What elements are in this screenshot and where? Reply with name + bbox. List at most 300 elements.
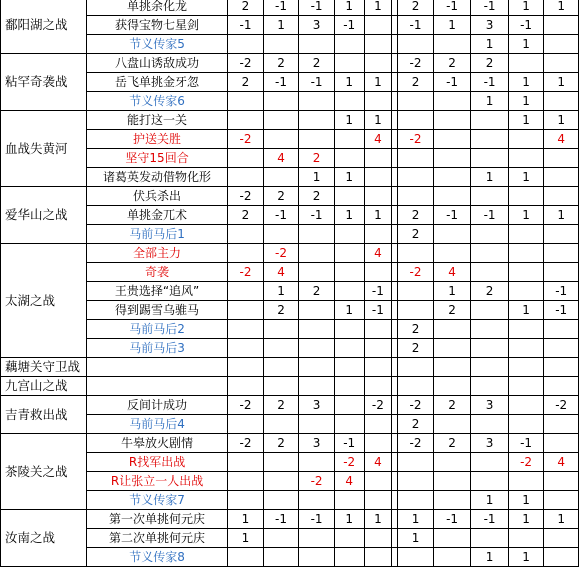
value-cell: 1 [433, 16, 471, 35]
value-cell [471, 472, 509, 491]
value-cell: 1 [544, 111, 579, 130]
value-cell [433, 548, 471, 567]
battle-name-cell: 太湖之战 [1, 244, 87, 358]
table-row [1, 548, 579, 567]
value-cell [508, 396, 544, 415]
value-cell [508, 187, 544, 206]
value-cell [544, 472, 579, 491]
table-row [1, 35, 579, 54]
value-cell [334, 415, 364, 434]
value-cell [299, 491, 335, 510]
value-cell: 1 [508, 111, 544, 130]
value-cell [508, 377, 544, 396]
event-cell [86, 358, 227, 377]
value-cell [508, 472, 544, 491]
value-cell [398, 548, 434, 567]
value-cell: 2 [398, 225, 434, 244]
value-cell: 1 [398, 529, 434, 548]
table-row [1, 73, 579, 92]
value-cell: 2 [228, 206, 264, 225]
value-cell [398, 301, 434, 320]
value-cell [433, 529, 471, 548]
table-row [1, 263, 579, 282]
value-cell: -2 [228, 396, 264, 415]
event-cell: 节义传家7 [86, 491, 227, 510]
value-cell: 1 [334, 510, 364, 529]
value-cell [263, 415, 299, 434]
value-cell [228, 339, 264, 358]
value-cell: 1 [228, 529, 264, 548]
value-cell [334, 130, 364, 149]
value-cell [228, 92, 264, 111]
value-cell [334, 358, 364, 377]
value-cell: 2 [263, 396, 299, 415]
value-cell: -1 [334, 16, 364, 35]
table-row [1, 510, 579, 529]
table-body [1, 0, 579, 567]
value-cell [263, 491, 299, 510]
value-cell [263, 35, 299, 54]
value-cell: 4 [263, 263, 299, 282]
event-cell: 单挑金兀术 [86, 206, 227, 225]
value-cell: 2 [433, 396, 471, 415]
value-cell [263, 358, 299, 377]
value-cell [433, 472, 471, 491]
event-cell: 马前马后4 [86, 415, 227, 434]
value-cell: 4 [544, 130, 579, 149]
value-cell [334, 339, 364, 358]
event-cell: 马前马后2 [86, 320, 227, 339]
value-cell: -1 [263, 73, 299, 92]
value-cell [334, 54, 364, 73]
event-cell: R找军出战 [86, 453, 227, 472]
value-cell: 2 [471, 54, 509, 73]
value-cell [398, 491, 434, 510]
value-cell [364, 491, 392, 510]
value-cell: 1 [299, 168, 335, 187]
value-cell: -2 [398, 396, 434, 415]
value-cell: -1 [433, 73, 471, 92]
value-cell: 2 [299, 149, 335, 168]
value-cell: -1 [364, 301, 392, 320]
value-cell [398, 472, 434, 491]
value-cell [299, 244, 335, 263]
value-cell: 4 [364, 244, 392, 263]
value-cell [228, 35, 264, 54]
battle-name-cell: 汝南之战 [1, 510, 87, 567]
table-row [1, 301, 579, 320]
value-cell: 1 [544, 510, 579, 529]
value-cell [508, 339, 544, 358]
value-cell [398, 92, 434, 111]
value-cell: 1 [471, 548, 509, 567]
value-cell: 1 [471, 168, 509, 187]
value-cell [263, 453, 299, 472]
value-cell: 1 [364, 206, 392, 225]
value-cell: 1 [334, 301, 364, 320]
value-cell [364, 54, 392, 73]
value-cell [433, 320, 471, 339]
value-cell [433, 187, 471, 206]
value-cell: 1 [228, 510, 264, 529]
value-cell [398, 111, 434, 130]
value-cell [364, 187, 392, 206]
value-cell: 2 [398, 206, 434, 225]
value-cell [508, 54, 544, 73]
table-row [1, 320, 579, 339]
event-cell: 马前马后1 [86, 225, 227, 244]
battle-name-cell: 茶陵关之战 [1, 434, 87, 510]
value-cell: 2 [471, 282, 509, 301]
value-cell [471, 263, 509, 282]
value-cell [508, 282, 544, 301]
value-cell: -1 [299, 0, 335, 16]
value-cell: -2 [398, 434, 434, 453]
value-cell [263, 225, 299, 244]
value-cell: 2 [398, 339, 434, 358]
value-cell [263, 130, 299, 149]
value-cell: 2 [263, 187, 299, 206]
value-cell [334, 491, 364, 510]
value-cell [364, 472, 392, 491]
value-cell: -1 [228, 16, 264, 35]
value-cell [544, 548, 579, 567]
value-cell [508, 225, 544, 244]
value-cell: -1 [471, 206, 509, 225]
value-cell [398, 244, 434, 263]
value-cell: 3 [299, 16, 335, 35]
value-cell: 1 [364, 510, 392, 529]
value-cell [364, 529, 392, 548]
value-cell: -1 [263, 510, 299, 529]
value-cell [228, 282, 264, 301]
value-cell: -1 [544, 282, 579, 301]
value-cell [228, 320, 264, 339]
value-cell [299, 453, 335, 472]
value-cell: -2 [398, 130, 434, 149]
value-cell: 2 [263, 54, 299, 73]
value-cell [299, 35, 335, 54]
value-cell [544, 377, 579, 396]
event-cell: 第二次单挑何元庆 [86, 529, 227, 548]
value-cell [471, 301, 509, 320]
value-cell [433, 130, 471, 149]
value-cell [364, 434, 392, 453]
value-cell: -1 [508, 434, 544, 453]
table-row [1, 282, 579, 301]
value-cell: -1 [299, 73, 335, 92]
value-cell [364, 548, 392, 567]
value-cell [471, 244, 509, 263]
value-cell [471, 529, 509, 548]
value-cell [471, 453, 509, 472]
value-cell [364, 377, 392, 396]
value-cell [508, 529, 544, 548]
value-cell: -1 [263, 206, 299, 225]
value-cell [544, 263, 579, 282]
table-row [1, 0, 579, 16]
value-cell: 2 [299, 54, 335, 73]
value-cell: 4 [364, 130, 392, 149]
value-cell [263, 92, 299, 111]
value-cell [299, 130, 335, 149]
value-cell: 2 [263, 434, 299, 453]
value-cell: 1 [508, 73, 544, 92]
value-cell: 4 [364, 453, 392, 472]
value-cell: 2 [398, 415, 434, 434]
value-cell [544, 35, 579, 54]
value-cell: 2 [398, 73, 434, 92]
table-row [1, 472, 579, 491]
event-cell: 牛皋放火剧情 [86, 434, 227, 453]
value-cell [544, 187, 579, 206]
value-cell: 1 [508, 35, 544, 54]
value-cell [299, 263, 335, 282]
value-cell: 1 [508, 168, 544, 187]
value-cell [433, 111, 471, 130]
value-cell [508, 358, 544, 377]
event-cell: 护送关胜 [86, 130, 227, 149]
value-cell: -1 [433, 206, 471, 225]
value-cell [299, 320, 335, 339]
value-cell [471, 339, 509, 358]
value-cell [228, 472, 264, 491]
value-cell [433, 35, 471, 54]
value-cell: 1 [433, 282, 471, 301]
battle-name-cell: 血战失黄河 [1, 111, 87, 187]
value-cell: 2 [228, 73, 264, 92]
value-cell [398, 35, 434, 54]
value-cell [299, 548, 335, 567]
event-cell: R让张立一人出战 [86, 472, 227, 491]
value-cell [334, 92, 364, 111]
value-cell [299, 377, 335, 396]
value-cell [263, 339, 299, 358]
value-cell: 1 [471, 35, 509, 54]
value-cell [364, 92, 392, 111]
value-cell: -2 [228, 187, 264, 206]
value-cell [334, 225, 364, 244]
event-cell [86, 377, 227, 396]
value-cell [364, 320, 392, 339]
event-cell: 马前马后3 [86, 339, 227, 358]
value-cell: 1 [471, 92, 509, 111]
value-cell: -2 [398, 263, 434, 282]
value-cell [508, 320, 544, 339]
event-cell: 单挑余化龙 [86, 0, 227, 16]
event-cell: 能打这一关 [86, 111, 227, 130]
value-cell [433, 168, 471, 187]
table-row [1, 491, 579, 510]
table-row [1, 225, 579, 244]
table-row [1, 396, 579, 415]
value-cell: 3 [471, 16, 509, 35]
value-cell [334, 548, 364, 567]
value-cell [299, 301, 335, 320]
value-cell [228, 225, 264, 244]
value-cell [299, 358, 335, 377]
value-cell: 1 [334, 0, 364, 16]
value-cell: 4 [433, 263, 471, 282]
value-cell [544, 16, 579, 35]
value-cell: 1 [334, 73, 364, 92]
value-cell: 2 [398, 320, 434, 339]
table-row [1, 149, 579, 168]
value-cell [364, 358, 392, 377]
value-cell: -1 [471, 73, 509, 92]
value-cell [433, 339, 471, 358]
value-cell: 1 [364, 111, 392, 130]
value-cell [433, 415, 471, 434]
value-cell [364, 16, 392, 35]
value-cell: -1 [299, 510, 335, 529]
value-cell [228, 358, 264, 377]
value-cell [364, 149, 392, 168]
battle-name-cell: 吉青救出战 [1, 396, 87, 434]
value-cell: 1 [544, 0, 579, 16]
value-cell [228, 415, 264, 434]
value-cell [299, 339, 335, 358]
value-cell [398, 453, 434, 472]
value-cell [263, 529, 299, 548]
value-cell [433, 358, 471, 377]
value-cell: -2 [508, 453, 544, 472]
table-row [1, 187, 579, 206]
value-cell: 1 [508, 301, 544, 320]
value-cell [334, 35, 364, 54]
value-cell [471, 187, 509, 206]
value-cell [228, 548, 264, 567]
value-cell: -1 [544, 301, 579, 320]
value-cell: 1 [508, 510, 544, 529]
value-cell: 2 [228, 0, 264, 16]
event-cell: 第一次单挑何元庆 [86, 510, 227, 529]
value-cell: 1 [364, 0, 392, 16]
value-cell: 1 [334, 111, 364, 130]
battle-name-cell: 粘罕奇袭战 [1, 54, 87, 111]
event-cell: 王贵选择“追风” [86, 282, 227, 301]
value-cell [228, 149, 264, 168]
value-cell [299, 225, 335, 244]
event-cell: 节义传家5 [86, 35, 227, 54]
event-cell: 得到踢雪乌骓马 [86, 301, 227, 320]
value-cell [544, 54, 579, 73]
event-cell: 坚守15回合 [86, 149, 227, 168]
value-cell [433, 149, 471, 168]
value-cell: -2 [228, 54, 264, 73]
table-row [1, 434, 579, 453]
value-cell [398, 358, 434, 377]
value-cell [544, 358, 579, 377]
value-cell [263, 111, 299, 130]
event-cell: 伏兵杀出 [86, 187, 227, 206]
table-row [1, 415, 579, 434]
value-cell [471, 377, 509, 396]
value-cell: -2 [228, 130, 264, 149]
value-cell [334, 320, 364, 339]
value-cell [433, 244, 471, 263]
event-cell: 八盘山诱敌成功 [86, 54, 227, 73]
value-cell: -1 [471, 0, 509, 16]
value-cell [364, 415, 392, 434]
event-cell: 节义传家6 [86, 92, 227, 111]
value-cell [433, 225, 471, 244]
value-cell: 1 [398, 510, 434, 529]
value-cell: -2 [544, 396, 579, 415]
value-cell: -2 [364, 396, 392, 415]
value-cell [263, 548, 299, 567]
value-cell [263, 472, 299, 491]
value-cell [433, 92, 471, 111]
value-cell: 2 [299, 282, 335, 301]
value-cell [228, 453, 264, 472]
event-cell: 获得宝物七星剑 [86, 16, 227, 35]
value-cell [364, 263, 392, 282]
value-cell: -1 [334, 434, 364, 453]
value-cell [364, 225, 392, 244]
value-cell [228, 301, 264, 320]
table-row [1, 453, 579, 472]
value-cell: -2 [299, 472, 335, 491]
value-cell [334, 377, 364, 396]
battle-name-cell: 九宫山之战 [1, 377, 87, 396]
value-cell [398, 377, 434, 396]
value-cell: 1 [334, 168, 364, 187]
value-cell: 1 [471, 491, 509, 510]
value-cell: 4 [263, 149, 299, 168]
value-cell: 1 [364, 73, 392, 92]
table-row [1, 358, 579, 377]
value-cell [471, 415, 509, 434]
value-cell [228, 491, 264, 510]
value-cell [364, 168, 392, 187]
value-cell: 2 [433, 434, 471, 453]
value-cell: 1 [508, 92, 544, 111]
table-row [1, 111, 579, 130]
table-row [1, 339, 579, 358]
value-cell [544, 339, 579, 358]
value-cell [508, 149, 544, 168]
event-cell: 节义传家8 [86, 548, 227, 567]
value-cell [263, 168, 299, 187]
value-cell: 1 [508, 206, 544, 225]
value-cell: 3 [471, 434, 509, 453]
table-row [1, 529, 579, 548]
value-cell: 4 [544, 453, 579, 472]
value-cell [471, 320, 509, 339]
event-cell: 奇袭 [86, 263, 227, 282]
value-cell: 3 [299, 434, 335, 453]
value-cell: -1 [471, 510, 509, 529]
value-cell [508, 130, 544, 149]
value-cell: -1 [263, 0, 299, 16]
value-cell: -1 [364, 282, 392, 301]
value-cell: 1 [334, 206, 364, 225]
value-cell: 4 [334, 472, 364, 491]
value-cell [471, 130, 509, 149]
value-cell: -1 [508, 16, 544, 35]
table-row [1, 377, 579, 396]
value-cell [508, 263, 544, 282]
value-cell [544, 149, 579, 168]
value-cell [334, 187, 364, 206]
value-cell: 3 [299, 396, 335, 415]
value-cell: -2 [334, 453, 364, 472]
value-cell: 2 [433, 54, 471, 73]
event-cell: 全部主力 [86, 244, 227, 263]
table-row [1, 54, 579, 73]
value-cell [544, 434, 579, 453]
